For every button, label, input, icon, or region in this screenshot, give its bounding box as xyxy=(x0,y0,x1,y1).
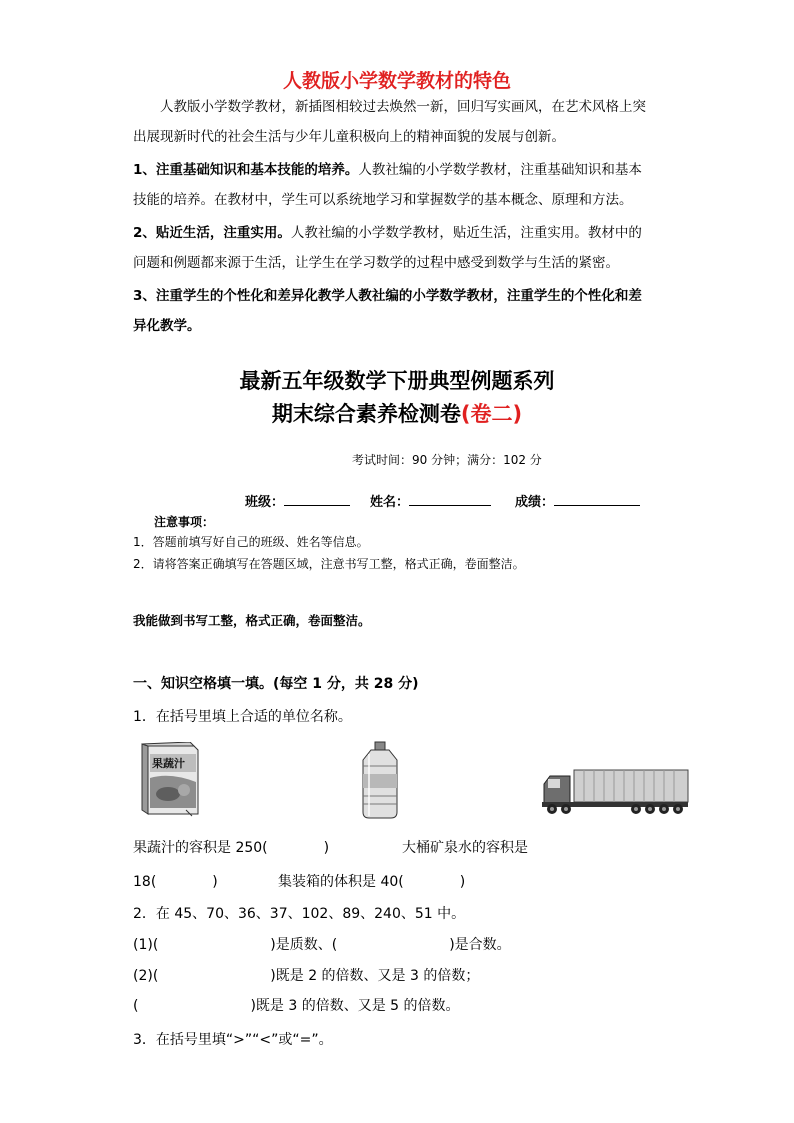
score-field xyxy=(515,491,640,510)
name-label: 姓名： xyxy=(370,495,410,510)
juice-carton-image xyxy=(140,742,202,818)
name-blank[interactable] xyxy=(409,492,491,506)
notes-heading: 注意事项： xyxy=(154,515,215,529)
class-blank[interactable] xyxy=(284,492,350,506)
note-2: 2．请将答案正确填写在答题区域，注意书写工整，格式正确，卷面整洁。 xyxy=(133,557,525,571)
feature-item-1-line2: 技能的培养。在教材中，学生可以系统地学习和掌握数学的基本概念、原理和方法。 xyxy=(133,192,633,208)
question-2-part-2b[interactable]: ( )既是 3 的倍数、又是 5 的倍数。 xyxy=(133,998,460,1014)
note-1: 1．答题前填写好自己的班级、姓名等信息。 xyxy=(133,535,369,549)
question-2: 2．在 45、70、36、37、102、89、240、51 中。 xyxy=(133,906,466,922)
exam-title-line2 xyxy=(0,398,794,428)
feature-item-2-line1 xyxy=(133,224,642,242)
exam-title-main: 期末综合素养检测卷 xyxy=(271,402,461,426)
feature-item-2-heading: 2、贴近生活，注重实用。 xyxy=(133,225,291,241)
exam-volume-label: (卷二) xyxy=(460,402,523,426)
water-jug-image xyxy=(357,740,403,820)
question-1-container-blank[interactable]: 集装箱的体积是 40( ) xyxy=(278,874,466,890)
question-1-water-blank[interactable]: 18( ) xyxy=(133,874,218,890)
intro-paragraph-line1: 人教版小学数学教材，新插图相较过去焕然一新，回归写实画风，在艺术风格上突 xyxy=(160,99,646,115)
question-1-water-text: 大桶矿泉水的容积是 xyxy=(402,840,528,856)
feature-item-2-line2: 问题和例题都来源于生活，让学生在学习数学的过程中感受到数学与生活的紧密。 xyxy=(133,255,619,271)
class-field xyxy=(245,491,350,510)
feature-item-1-heading: 1、注重基础知识和基本技能的培养。 xyxy=(133,162,359,178)
question-3: 3．在括号里填“>”“<”或“=”。 xyxy=(133,1032,333,1048)
juice-carton-label: 果蔬汁 xyxy=(152,757,185,770)
score-label: 成绩： xyxy=(515,495,555,510)
exam-time-info: 考试时间：90 分钟；满分：102 分 xyxy=(352,453,542,467)
pledge-text: 我能做到书写工整，格式正确，卷面整洁。 xyxy=(133,613,371,628)
exam-title-line1: 最新五年级数学下册典型例题系列 xyxy=(239,369,555,393)
question-1: 1．在括号里填上合适的单位名称。 xyxy=(133,709,352,725)
feature-item-3-line1: 3、注重学生的个性化和差异化教学人教社编的小学数学教材，注重学生的个性化和差 xyxy=(133,288,642,304)
question-1-juice-blank[interactable]: 果蔬汁的容积是 250( ) xyxy=(133,840,330,856)
score-blank[interactable] xyxy=(554,492,640,506)
container-truck-image xyxy=(540,768,690,816)
intro-paragraph-line2: 出展现新时代的社会生活与少年儿童积极向上的精神面貌的发展与创新。 xyxy=(133,129,565,145)
intro-title: 人教版小学数学教材的特色 xyxy=(282,70,511,92)
class-label: 班级： xyxy=(245,495,285,510)
feature-item-2-text: 人教社编的小学数学教材，贴近生活，注重实用。教材中的 xyxy=(290,225,642,241)
question-2-part-1[interactable]: (1)( )是质数、( )是合数。 xyxy=(133,937,511,953)
feature-item-1-text: 人教社编的小学数学教材，注重基础知识和基本 xyxy=(358,162,642,178)
feature-item-3-line2: 异化教学。 xyxy=(133,318,201,334)
section-1-heading: 一、知识空格填一填。(每空 1 分，共 28 分) xyxy=(133,676,419,692)
question-2-part-2a[interactable]: (2)( )既是 2 的倍数、又是 3 的倍数； xyxy=(133,968,480,984)
feature-item-1-line1 xyxy=(133,161,642,179)
name-field xyxy=(370,491,491,510)
